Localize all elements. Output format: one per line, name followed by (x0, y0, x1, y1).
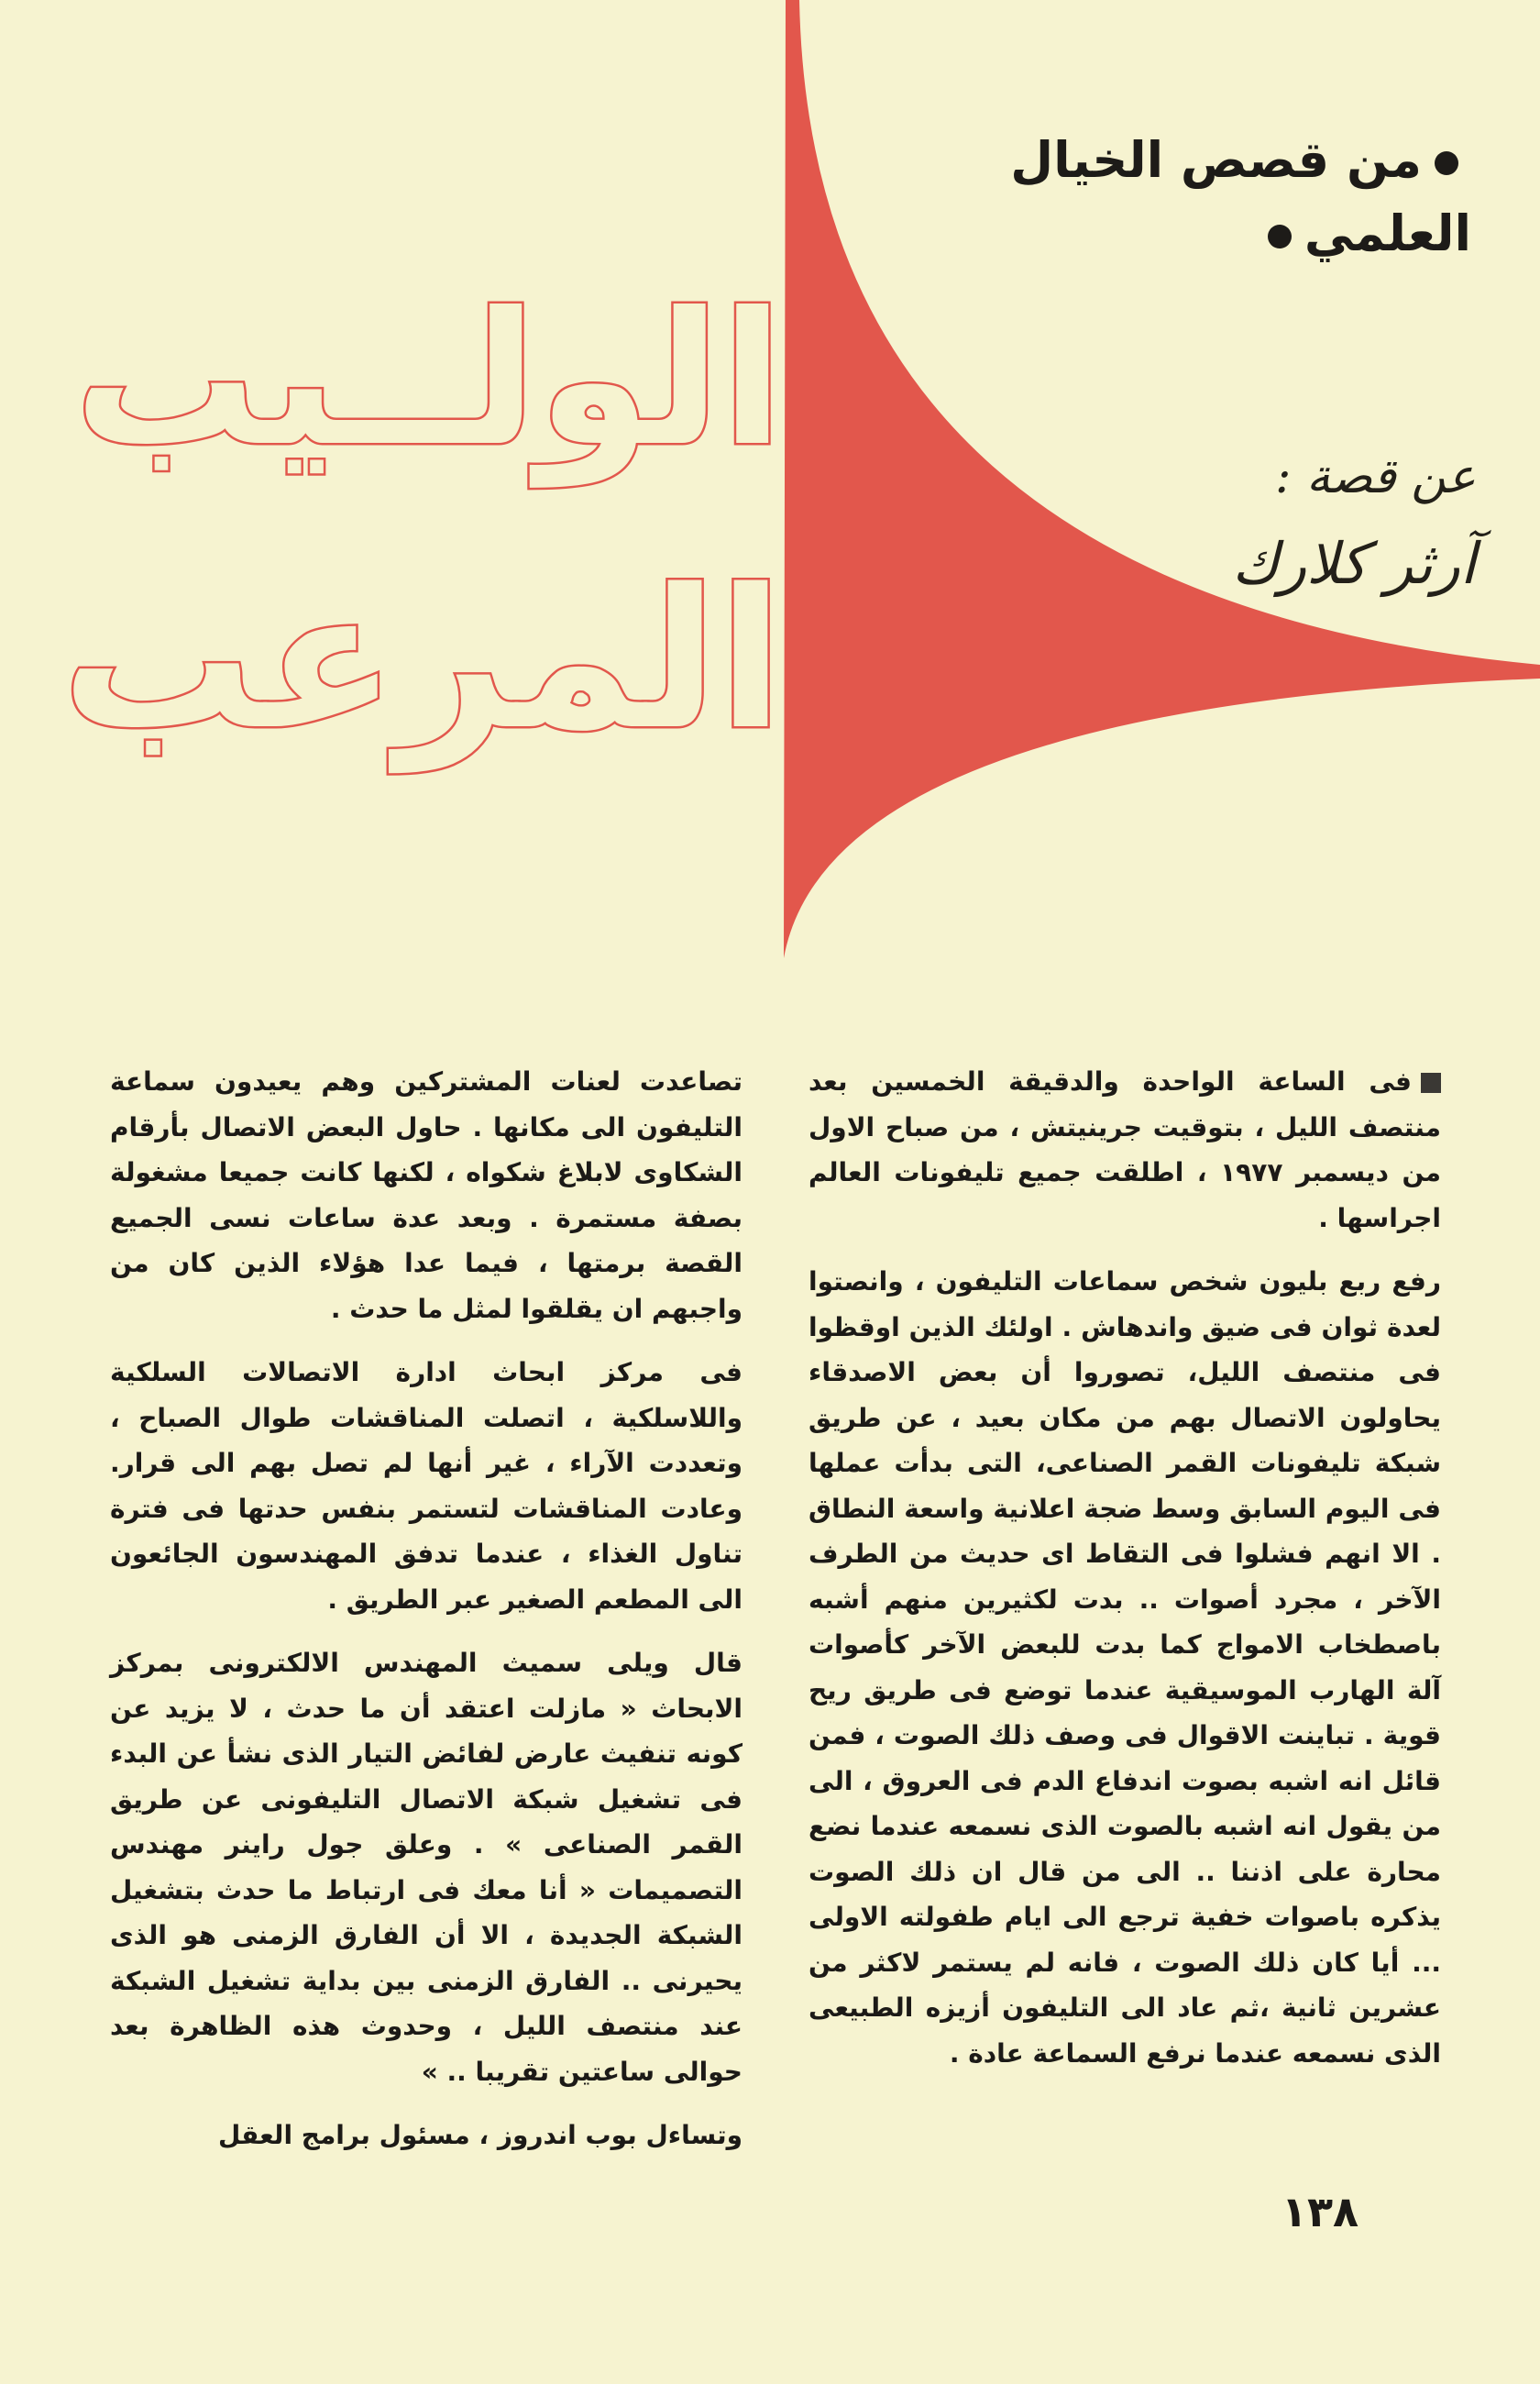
author-name: آرثر كلارك (1232, 530, 1476, 597)
square-bullet-icon (1421, 1073, 1441, 1093)
paragraph: فى الساعة الواحدة والدقيقة الخمسين بعد منتصف الليل ، بتوقيت جرينيتش ، من صباح الاول من ديسمبر ١٩٧٧ ، اطلقت جميع تليفونات العالم اجراسها . (808, 1066, 1441, 1233)
series-label-text: من قصص الخيال العلمي (1010, 131, 1471, 262)
bullet-dot-icon (1435, 151, 1458, 175)
paragraph: وتساءل بوب اندروز ، مسئول برامج العقل (217, 2120, 742, 2150)
paragraph: قال ويلى سميث المهندس الالكترونى بمركز الابحاث « مازلت اعتقد أن ما حدث ، لا يزيد عن كونه تنفيث عارض لفائض التيار الذى نشأ عن البدء فى تشغيل شبكة الاتصال التليفونى عن طريق القمر الصناعى » . وعلق جول راينر مهندس التصميمات « أنا معك فى ارتباط ما حدث بتشغيل الشبكة الجديدة ، الا أن الفارق الزمنى هو الذى يحيرنى .. الفارق الزمنى بين بداية تشغيل الشبكة عند منتصف الليل ، وحدوث هذه الظاهرة بعد حوالى ساعتين تقريبا .. » (110, 1648, 742, 2087)
title-line-2: المرعب (60, 547, 784, 772)
page-number: ١٣٨ (1281, 2187, 1359, 2236)
bullet-dot-icon (1268, 225, 1292, 248)
paragraph: فى مركز ابحاث ادارة الاتصالات السلكية واللاسلكية ، اتصلت المناقشات طوال الصباح ، وتعددت الآراء ، غير أنها لم تصل بهم الى قرار. وعادت المناقشات لتستمر بنفس حدتها فى فترة تناول الغذاء ، عندما تدفق المهندسون الجائعون الى المطعم الصغير عبر الطريق . (110, 1357, 742, 1615)
article-column-right (808, 1059, 1441, 2094)
series-label (830, 124, 1471, 270)
byline (1173, 440, 1476, 605)
paragraph: رفع ربع بليون شخص سماعات التليفون ، وانصتوا لعدة ثوان فى ضيق واندهاش . اولئك الذين اوقظوا فى منتصف الليل، تصوروا أن بعض الاصدقاء يحاولون الاتصال بهم من مكان بعيد ، عن طريق شبكة تليفونات القمر الصناعى، التى بدأت عملها فى اليوم السابق وسط ضجة اعلانية واسعة النطاق . الا انهم فشلوا فى التقاط اى حديث من الطرف الآخر ، مجرد أصوات .. بدت لكثيرين منهم أشبه باصطخاب الامواج كما بدت للبعض الآخر كأصوات آلة الهارب الموسيقية عندما توضع فى طريق ريح قوية . تباينت الاقوال فى وصف ذلك الصوت ، فمن قائل انه اشبه بصوت اندفاع الدم فى العروق ، الى من يقول انه اشبه بالصوت الذى نسمعه عندما نضع محارة على اذننا .. الى من قال ان ذلك الصوت يذكره باصوات خفية ترجع الى ايام طفولته الاولى ... أيا كان ذلك الصوت ، فانه لم يستمر لاكثر من عشرين ثانية ،ثم عاد الى التليفون أزيزه الطبيعى الذى نسمعه عندما نرفع السماعة عادة . (808, 1266, 1441, 2069)
byline-prefix: عن قصة : (1274, 449, 1476, 504)
article-column-left (110, 1059, 742, 2177)
paragraph: تصاعدت لعنات المشتركين وهم يعيدون سماعة التليفون الى مكانها . حاول البعض الاتصال بأرقام الشكاوى لابلاغ شكواه ، لكنها كانت جميعا مشغولة بصفة مستمرة . وبعد عدة ساعات نسى الجميع القصة برمتها ، فيما عدا هؤلاء الذين كان من واجبهم ان يقلقوا لمثل ما حدث . (110, 1066, 742, 1324)
title-line-1: الولــيب (73, 273, 784, 487)
